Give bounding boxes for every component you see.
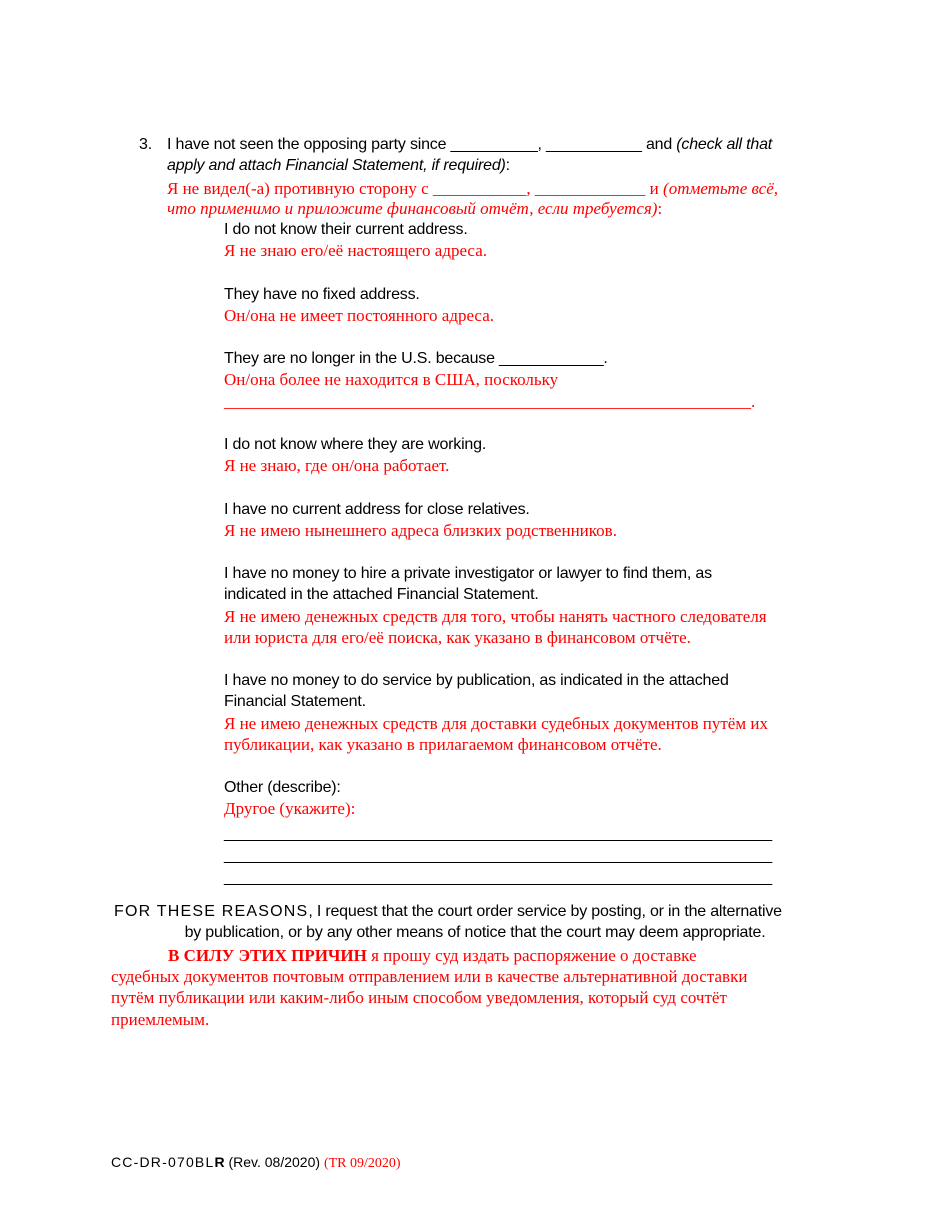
option-en-text: indicated in the attached Financial Statement.	[224, 586, 539, 603]
other-describe-line-1[interactable]: _______________________________________________________________	[224, 825, 773, 842]
reasons-en-line1: FOR THESE REASONS, I request that the court order service by posting, or in the alternative	[114, 903, 782, 920]
option-ru-text: публикации, как указано в прилагаемом финансовом отчёте.	[224, 735, 662, 754]
other-describe-line-3[interactable]: _______________________________________________________________	[224, 869, 773, 886]
reasons-ru-line1: В СИЛУ ЭТИХ ПРИЧИН я прошу суд издать распоряжение о доставке	[168, 946, 697, 965]
option-en-text: They have no fixed address.	[224, 286, 420, 303]
option-en-text: I have no money to hire a private investigator or lawyer to find them, as	[224, 565, 712, 582]
option-ru-text: Я не имею денежных средств для того, чтобы нанять частного следователя	[224, 607, 767, 626]
form-code: CC-DR-070BL	[111, 1154, 215, 1170]
reasons-en-line2: by publication, or by any other means of notice that the court may deem appropriate.	[184, 924, 766, 941]
item-number: 3.	[139, 136, 152, 153]
reasons-ru-line2: судебных документов почтовым отправлением или в качестве альтернативной доставки	[111, 967, 748, 986]
option-ru-text: Я не имею денежных средств для доставки судебных документов путём их	[224, 714, 768, 733]
item3-en-line1: I have not seen the opposing party since __________, ___________ and (check all that	[167, 136, 773, 153]
option-en-text: They are no longer in the U.S. because ____________.	[224, 350, 608, 367]
option-en-text: I have no money to do service by publication, as indicated in the attached	[224, 672, 729, 689]
option-en-text: I have no current address for close relatives.	[224, 501, 530, 518]
option-en-text: I do not know their current address.	[224, 221, 468, 238]
option-ru-text: Я не имею нынешнего адреса близких родственников.	[224, 521, 617, 540]
option-en-text: Other (describe):	[224, 779, 341, 796]
option-ru-text: Он/она не имеет постоянного адреса.	[224, 306, 494, 325]
form-footer	[111, 1154, 401, 1172]
item3-ru-line1: Я не видел(-а) противную сторону с ___________, _____________ и (отметьте всё,	[167, 179, 778, 198]
option-ru-text: Я не знаю, где он/она работает.	[224, 456, 450, 475]
option-ru-text: или юриста для его/её поиска, как указано в финансовом отчёте.	[224, 628, 691, 647]
form-suffix: R	[214, 1154, 225, 1170]
option-ru-text: Я не знаю его/её настоящего адреса.	[224, 241, 487, 260]
reasons-ru-line4: приемлемым.	[111, 1010, 210, 1029]
option-en-text: Financial Statement.	[224, 693, 366, 710]
reasons-ru-line3: путём публикации или каким-либо иным способом уведомления, который суд сочтёт	[111, 988, 727, 1007]
option-en-text: I do not know where they are working.	[224, 436, 487, 453]
form-revision: (Rev. 08/2020)	[228, 1154, 321, 1170]
item3-ru-line2: что применимо и приложите финансовый отчёт, если требуется):	[167, 199, 663, 218]
option-ru-text: Другое (укажите):	[224, 799, 356, 818]
other-describe-line-2[interactable]: _______________________________________________________________	[224, 847, 773, 864]
option-ru-blank: ______________________________________________________________.	[224, 392, 756, 411]
form-translation-revision: (TR 09/2020)	[323, 1156, 401, 1171]
option-ru-text: Он/она более не находится в США, поскольку	[224, 370, 559, 389]
item3-en-line2: apply and attach Financial Statement, if required):	[167, 157, 510, 174]
